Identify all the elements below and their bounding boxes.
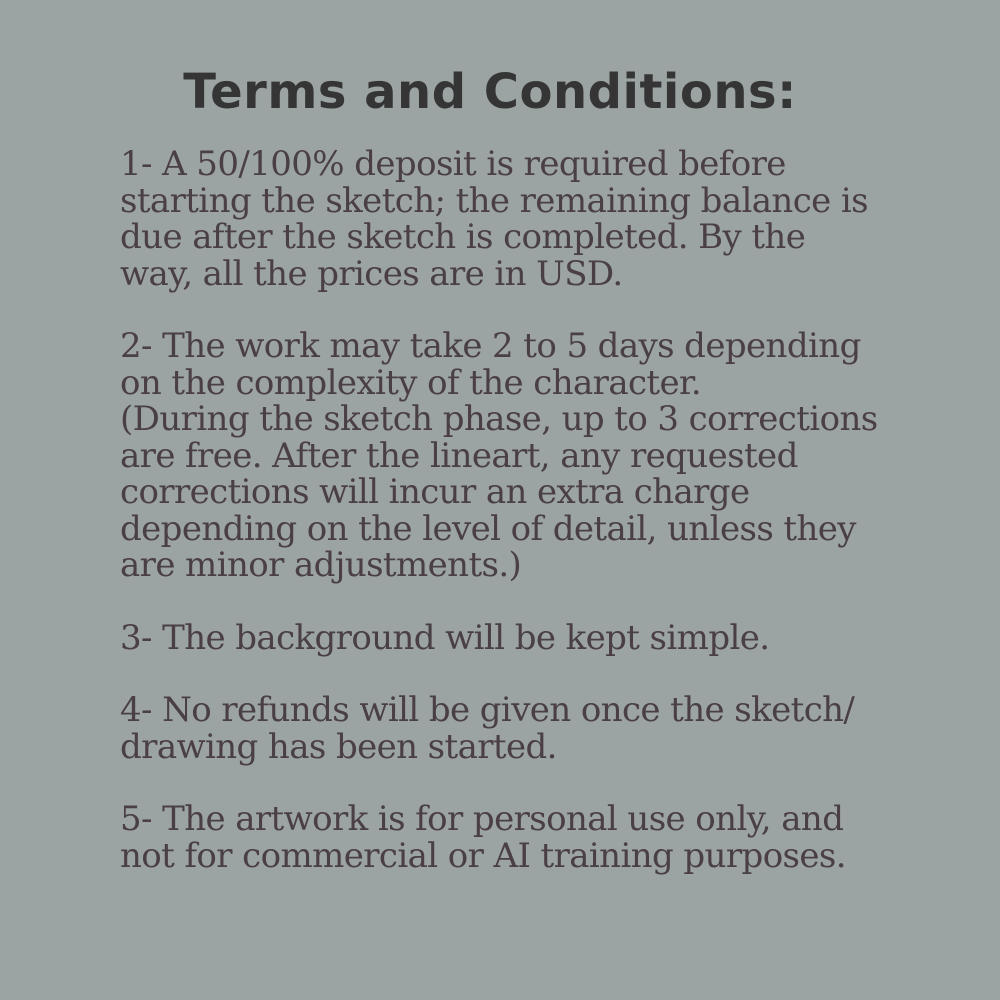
terms-list xyxy=(120,146,920,910)
term-item-5: 5- The artwork is for personal use only, and not for commercial or AI training purposes. xyxy=(120,799,846,876)
term-item-1: 1- A 50/100% deposit is required before starting the sketch; the remaining balance is due after the sketch is completed. By the way, all the prices are in USD. xyxy=(120,144,869,294)
term-item-3: 3- The background will be kept simple. xyxy=(120,617,770,658)
term-item-2: 2- The work may take 2 to 5 days depending on the complexity of the character. (During the sketch phase, up to 3 corrections are free. After the lineart, any requested corrections will incur an extra charge depending on the level of detail, unless they are minor adjustments.) xyxy=(120,326,878,585)
term-item-4: 4- No refunds will be given once the sketch/ drawing has been started. xyxy=(120,690,855,767)
page-title: Terms and Conditions: xyxy=(183,64,797,120)
